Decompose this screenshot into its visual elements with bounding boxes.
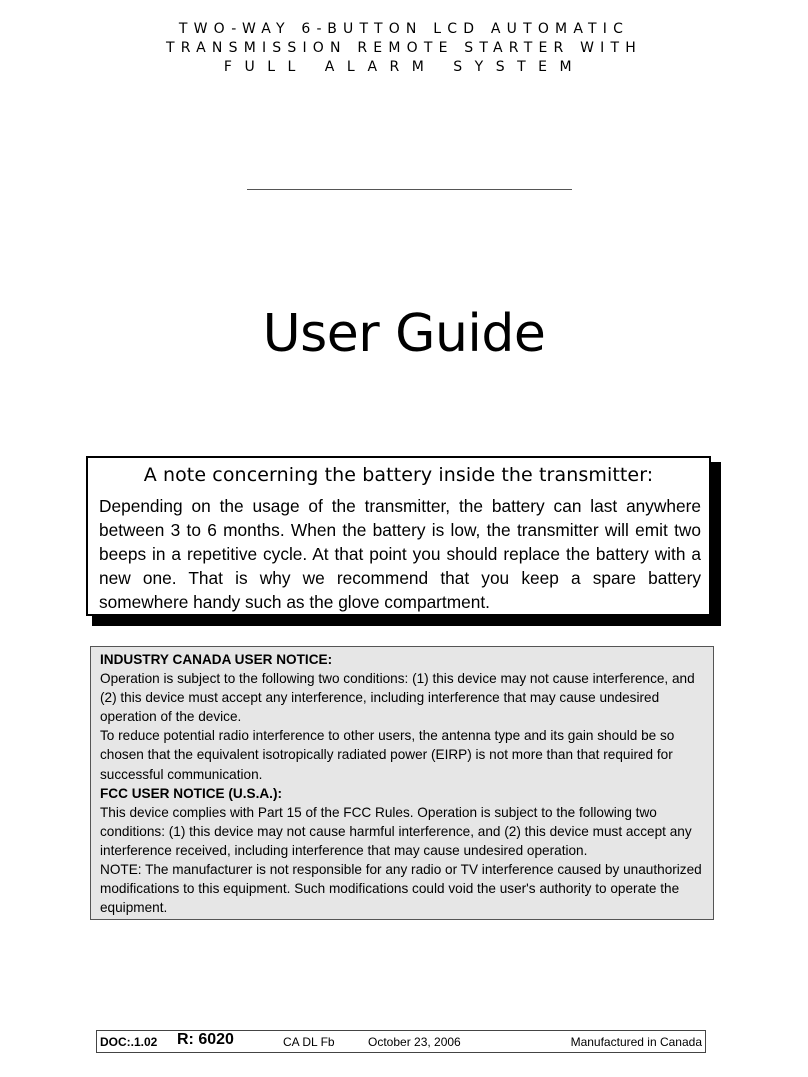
- footer-doc-number: DOC:.1.02: [100, 1035, 158, 1049]
- footer-code: CA DL Fb: [283, 1035, 335, 1049]
- footer-date: October 23, 2006: [368, 1035, 461, 1049]
- fcc-notice-heading: FCC USER NOTICE (U.S.A.):: [100, 785, 283, 801]
- battery-note-text: Depending on the usage of the transmitter, the battery can last anywhere between 3 to 6 months. When the battery is low, the transmitter will emit two beeps in a repetitive cycle. At that point you should replace the battery with a new one. That is why we recommend that you keep a spare battery somewhere handy such as the glove compartment.: [99, 496, 701, 612]
- document-footer: [96, 1030, 706, 1053]
- battery-note-heading: A note concerning the battery inside the transmitter:: [143, 464, 654, 486]
- ic-notice-paragraph-1: Operation is subject to the following two conditions: (1) this device may not cause interference, and (2) this device must accept any interference, including interference that may cause undesired operation of the device.: [100, 671, 695, 725]
- regulatory-notice-box: [90, 646, 714, 920]
- battery-note-box: [86, 456, 711, 616]
- page-title: User Guide: [262, 304, 546, 364]
- footer-revision: R: 6020: [177, 1031, 234, 1048]
- horizontal-divider: [247, 189, 572, 190]
- footer-manufactured: Manufactured in Canada: [570, 1035, 702, 1049]
- ic-notice-paragraph-2: To reduce potential radio interference to other users, the antenna type and its gain should be so chosen that the equivalent isotropically radiated power (EIRP) is not more than that required for successful communication.: [100, 728, 675, 782]
- ic-notice-heading: INDUSTRY CANADA USER NOTICE:: [100, 652, 333, 667]
- header-title-line-3: FULL ALARM SYSTEM: [223, 59, 585, 75]
- fcc-notice-paragraph-1: This device complies with Part 15 of the FCC Rules. Operation is subject to the following two conditions: (1) this device may not cause harmful interference, and (2) this device must accept any interference received, including interference that may cause undesired operation.: [100, 804, 692, 858]
- document-header-title: [0, 20, 808, 77]
- header-title-line-2: TRANSMISSION REMOTE STARTER WITH: [166, 40, 642, 56]
- header-title-line-1: TWO-WAY 6-BUTTON LCD AUTOMATIC: [178, 21, 630, 37]
- fcc-notice-paragraph-2: NOTE: The manufacturer is not responsible for any radio or TV interference caused by unauthorized modifications to this equipment. Such modifications could void the user's authority to operate the equipment.: [100, 862, 702, 916]
